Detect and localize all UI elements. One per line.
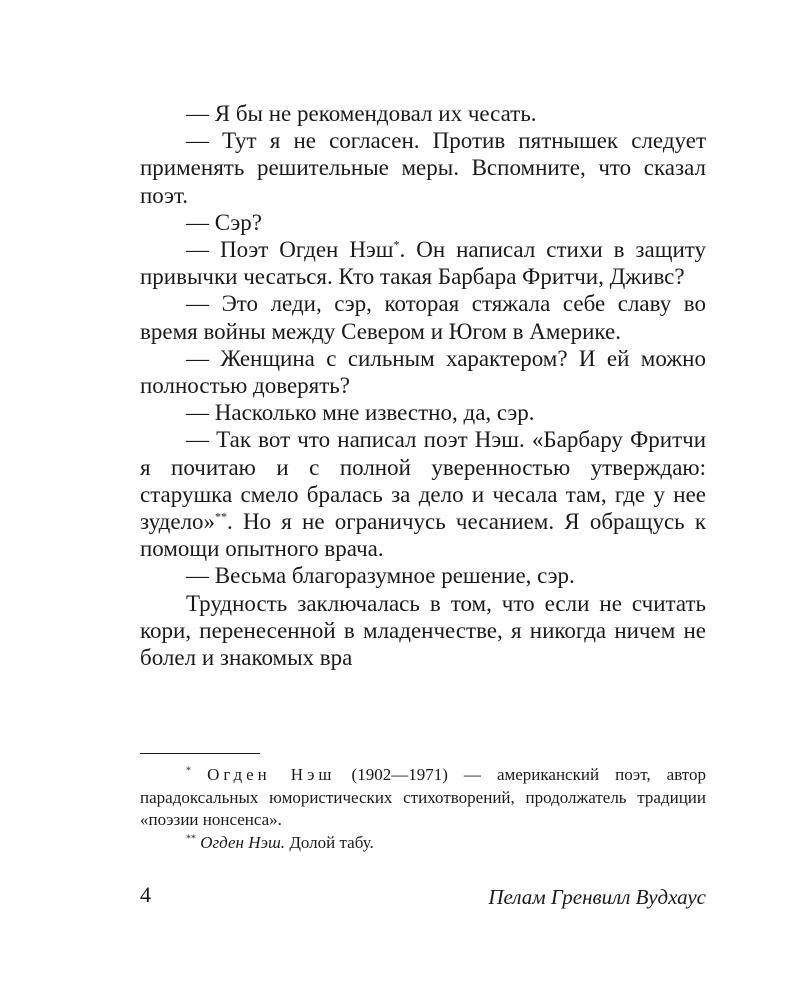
paragraph-3: — Сэр? [186, 209, 262, 235]
paragraph-2: — Тут я не согласен. Против пятнышек следует применять решительные меры. Вспомните, что сказал поэт. [140, 128, 706, 208]
paragraph-9: — Весьма благоразумное решение, сэр. [186, 563, 575, 589]
footnote-1-text: (1902—1971) — американский поэт, автор парадоксальных юмористических стихотворений, продолжатель традиции «поэзии нонсенса». [140, 765, 707, 829]
paragraph-4 [140, 236, 706, 290]
footnote-2-marker: ** [186, 832, 196, 844]
paragraph-8-start: — Так вот что написал поэт Нэш. «Барбару Фритчи я почитаю и с полной уверенностью утверждаю: старушка смело бралась за дело и чесала там, где у нее зудело» [140, 427, 706, 535]
paragraph-1: — Я бы не рекомендовал их чесать. [186, 101, 537, 126]
footnote-ref-2: ** [215, 509, 228, 524]
paragraph-4-start: — Поэт Огден Нэш [186, 237, 394, 263]
footnote-1-marker: * [186, 765, 191, 777]
footnote-2-text: Долой табу. [285, 832, 374, 852]
paragraph-4-rest: . Он написал стихи в защиту привычки чесаться. Кто такая Барбара Фритчи, Дживс? [140, 237, 706, 290]
running-title: Пелам Гренвилл Вудхаус [488, 885, 706, 909]
footnotes [140, 764, 706, 854]
paragraph-7: — Насколько мне известно, да, сэр. [186, 400, 535, 426]
paragraph-8 [140, 426, 706, 562]
paragraph-10: Трудность заключалась в том, что если не считать кори, перенесенной в младенчестве, я никогда ничем не болел и знакомых вра [140, 590, 706, 671]
footnote-2-name: Огден Нэш. [200, 832, 286, 852]
footnote-1 [140, 764, 706, 832]
footnote-2 [140, 832, 706, 855]
footnote-ref-1: * [393, 237, 400, 252]
main-text [140, 100, 706, 671]
footnote-1-name: Огден Нэш [207, 765, 336, 784]
footnote-divider [140, 753, 260, 754]
paragraph-6: — Женщина с сильным характером? И ей можно полностью доверять? [140, 345, 706, 399]
page-number: 4 [140, 882, 151, 907]
paragraph-5: — Это леди, сэр, которая стяжала себе славу во время войны между Севером и Югом в Америке. [140, 291, 706, 344]
paragraph-8-rest: . Но я не ограничусь чесанием. Я обращусь к помощи опытного врача. [140, 509, 706, 562]
